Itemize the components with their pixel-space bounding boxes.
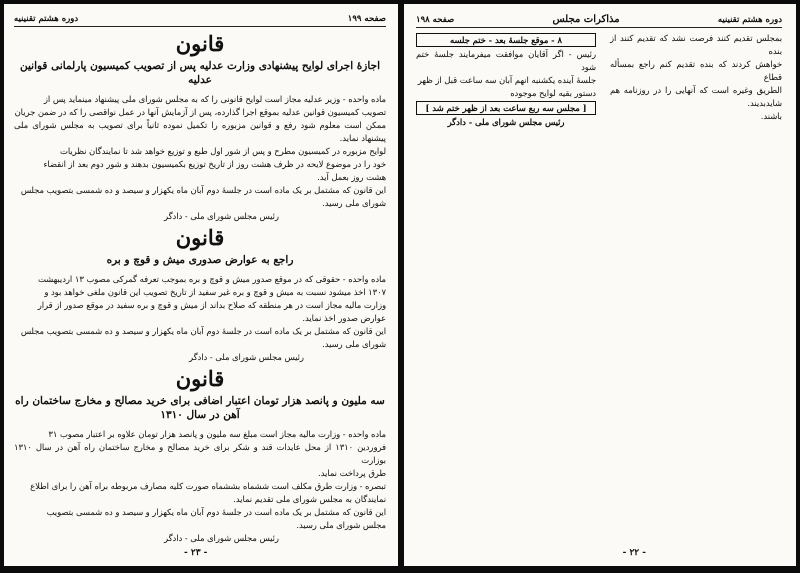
header-right: دوره هشتم تقنینیه [717, 15, 782, 25]
law-3-line: تبصره - وزارت طرق مکلف است ششماه بششماه صورت کلیه مصارف مربوطه براه آهن را برای اطلاع [30, 481, 386, 491]
header-center: مذاکرات مجلس [552, 14, 620, 25]
left-page-header [14, 14, 386, 27]
law-3-line: فروردین ۱۳۱۰ از محل عایدات قند و شکر برای خرید مصالح و مخارج ساختمان راه آهن در سال ۱۳۱۰ بوزارت [14, 442, 386, 465]
law-2-line: ۱۳۰۷ اخذ میشود نسبت به میش و قوچ و بره غیر سفید از تاریخ تصویب این قانون ملغی خواهد بود و [44, 287, 386, 297]
page-number-right: - ۲۲ - [622, 548, 646, 558]
law-1-line: ممکن است معلوم شود رفع و قوانین مزبوره را تکمیل نموده ثانیاً برای تصویب به مجلس شورای ملی پیشنهاد نماید. [14, 120, 386, 143]
law-3-line: ماده واحده - وزارت مالیه مجاز است مبلغ سه ملیون و پانصد هزار تومان علاوه بر اعتبار مصوب ۳۱ [48, 429, 386, 439]
column-left [416, 32, 596, 129]
law-2 [14, 225, 386, 364]
law-3-line: این قانون که مشتمل بر یک ماده است در جلسهٔ دوم آبان ماه یکهزار و سیصد و ده شمسی بتصویب [46, 507, 386, 517]
right-page-header [416, 14, 782, 28]
law-1-line: شورای ملی رسید. [322, 198, 386, 208]
two-column-body [416, 32, 782, 129]
law-2-signature: رئیس مجلس شورای ملی - دادگر [189, 352, 304, 362]
law-1-line: خود را در موضوع لایحه در ظرف هشت روز از تاریخ توزیع بکمیسیون بدهند و شور دوم بعد از انقضاء [43, 159, 386, 169]
header-left: دوره هشتم تقنینیه [14, 14, 79, 24]
law-1-line: لوایح مزبوره در کمیسیون مطرح و پس از شور اول طبع و توزیع خواهد شد تا نمایندگان نظریات [60, 146, 386, 156]
law-3-line: مجلس شورای ملی رسید. [296, 520, 386, 530]
header-right: صفحه ۱۹۹ [347, 14, 386, 24]
law-3-title: قانون [175, 366, 225, 391]
law-3 [14, 366, 386, 545]
law-2-line: این قانون که مشتمل بر یک ماده است در جلسهٔ دوم آبان ماه یکهزار و سیصد و ده شمسی بتصویب مجلس [20, 326, 386, 336]
law-2-line: وزارت مالیه مجاز است در هر منطقه که صلاح بداند از میش و قوچ و بره سفید در موقع صدور از قرار [37, 300, 386, 310]
header-left: صفحه ۱۹۸ [416, 15, 455, 25]
law-2-line: ماده واحده - حقوقی که در موقع صدور میش و قوچ و بره بموجب تعرفه گمرکی مصوب ۱۳ اردیبهشت [38, 274, 386, 284]
law-1-line: این قانون که مشتمل بر یک ماده است در جلسهٔ دوم آبان ماه یکهزار و سیصد و ده شمسی بتصویب مجلس [20, 185, 386, 195]
law-1-line: هشت روز بعمل آید. [317, 172, 386, 182]
column-right-line: بمجلس تقدیم کنند فرصت نشد که تقدیم کنند از بنده [610, 33, 782, 56]
column-left-line: رئیس - اگر آقایان موافقت میفرمایند جلسهٔ ختم شود [416, 49, 596, 72]
law-3-subtitle: سه ملیون و پانصد هزار تومان اعتبار اضافی برای خرید مصالح و مخارج ساختمان راه آهن در سال ۱۳۱۰ [15, 395, 385, 421]
law-3-line: طرق پرداخت نماید. [318, 468, 386, 478]
column-left-line: دستور بقیه لوایح موجوده [510, 88, 596, 98]
column-left-line: جلسهٔ آینده یکشنبه انهم آبان سه ساعت قبل از ظهر [417, 75, 596, 85]
column-right-line: خواهش کردند که بنده تقدیم کنم راجع بمسأله قطاع [610, 59, 782, 82]
law-1-line: تصویب کمیسیون قوانین عدلیه بموقع اجرا گذارده، پس از آزمایش آنها در عمل نواقصی را که در ضمن جریان [14, 107, 386, 117]
law-1-line: ماده واحده - وزیر عدلیه مجاز است لوایح قانونی را که به مجلس شورای ملی پیشنهاد مینماید پس از [43, 94, 386, 104]
law-1 [14, 31, 386, 223]
closing-note: [ مجلس سه ربع ساعت بعد از ظهر ختم شد ] [416, 101, 596, 115]
law-1-title: قانون [175, 31, 225, 56]
law-3-line: نمایندگان به مجلس شورای ملی تقدیم نماید. [233, 494, 386, 504]
law-2-line: شورای ملی رسید. [322, 339, 386, 349]
section-heading: ۸ - موقع جلسهٔ بعد - ختم جلسه [416, 33, 596, 47]
column-right [610, 32, 782, 129]
law-3-signature: رئیس مجلس شورای ملی - دادگر [164, 533, 279, 543]
law-1-signature: رئیس مجلس شورای ملی - دادگر [164, 211, 279, 221]
law-2-line: عوارض صدور اخذ نماید. [302, 313, 386, 323]
law-1-subtitle: اجازهٔ اجرای لوایح پیشنهادی وزارت عدلیه پس از تصویب کمیسیون پارلمانی قوانین عدلیه [20, 60, 380, 86]
page-number-left: - ۲۳ - [184, 548, 208, 558]
law-2-subtitle: راجع به عوارض صدوری میش و قوچ و بره [106, 254, 294, 266]
right-page [404, 4, 796, 566]
closing-signature: رئیس مجلس شورای ملی - دادگر [447, 117, 565, 127]
law-2-title: قانون [175, 225, 225, 250]
left-page [4, 4, 398, 566]
column-right-line: الطریق وغیره است که آنهایی را در روزنامه هم شایدبدیند. [610, 85, 782, 108]
column-right-line: باشند. [760, 111, 782, 121]
